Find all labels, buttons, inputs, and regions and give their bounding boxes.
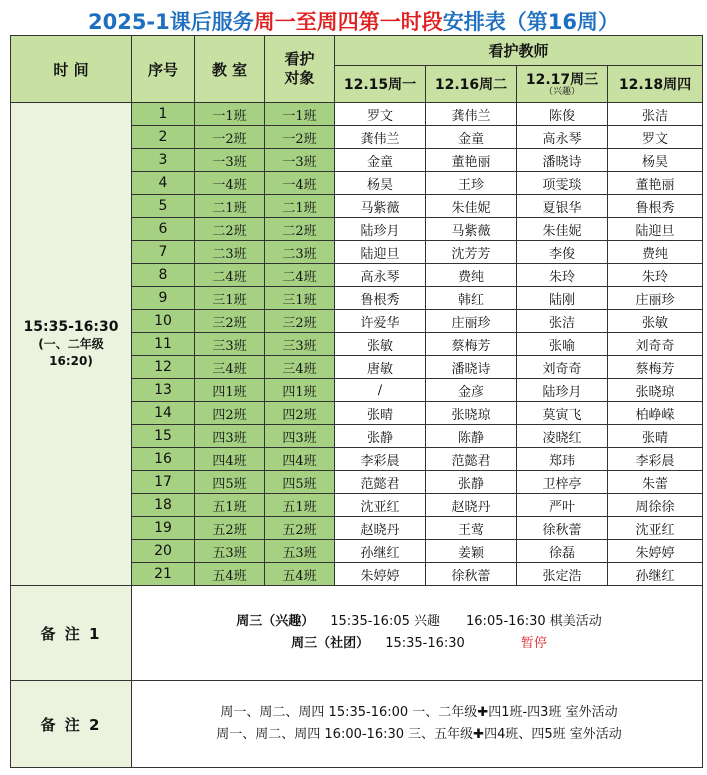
row-target: 三1班: [265, 287, 335, 310]
row-index: 2: [132, 126, 195, 149]
note1-line2-a: 周三（社团）: [291, 636, 370, 651]
header-classroom: 教 室: [195, 36, 265, 103]
row-classroom: 五4班: [195, 563, 265, 586]
teacher-cell: 周徐徐: [608, 494, 703, 517]
teacher-cell: 柏峥嵘: [608, 402, 703, 425]
row-index: 11: [132, 333, 195, 356]
title-highlight: 周一至周四第一时段: [253, 10, 443, 34]
teacher-cell: 陆珍月: [517, 379, 608, 402]
row-target: 四1班: [265, 379, 335, 402]
teacher-cell: 高永琴: [335, 264, 426, 287]
teacher-cell: 杨昊: [335, 172, 426, 195]
row-classroom: 四5班: [195, 471, 265, 494]
row-index: 21: [132, 563, 195, 586]
teacher-cell: 朱蕾: [608, 471, 703, 494]
teacher-cell: 龚伟兰: [426, 103, 517, 126]
header-day-thu: 12.18周四: [608, 66, 703, 103]
teacher-cell: 张晓琼: [608, 379, 703, 402]
note2-line1-b: 四1班-四3班 室外活动: [488, 705, 618, 720]
note1-body: [132, 586, 703, 681]
header-day-wed-label: 12.17周三: [525, 71, 599, 88]
row-index: 18: [132, 494, 195, 517]
row-target: 二2班: [265, 218, 335, 241]
teacher-cell: 李彩晨: [608, 448, 703, 471]
row-index: 16: [132, 448, 195, 471]
row-target: 二3班: [265, 241, 335, 264]
row-classroom: 三3班: [195, 333, 265, 356]
teacher-cell: 赵晓丹: [335, 517, 426, 540]
time-line3: 16:20): [49, 353, 93, 368]
row-classroom: 一4班: [195, 172, 265, 195]
teacher-cell: 朱婷婷: [335, 563, 426, 586]
teacher-cell: 赵晓丹: [426, 494, 517, 517]
row-target: 一1班: [265, 103, 335, 126]
teacher-cell: 张洁: [608, 103, 703, 126]
teacher-cell: 张敏: [608, 310, 703, 333]
teacher-cell: 徐秋蕾: [517, 517, 608, 540]
teacher-cell: 金童: [426, 126, 517, 149]
note2-line1-a: 周一、周二、周四 15:35-16:00 一、二年级: [220, 705, 478, 720]
row-index: 20: [132, 540, 195, 563]
teacher-cell: 张敏: [335, 333, 426, 356]
teacher-cell: 张晴: [608, 425, 703, 448]
row-classroom: 五3班: [195, 540, 265, 563]
teacher-cell: 沈芳芳: [426, 241, 517, 264]
header-target: [265, 36, 335, 103]
teacher-cell: 张静: [426, 471, 517, 494]
teacher-cell: 张静: [335, 425, 426, 448]
header-day-tue: 12.16周二: [426, 66, 517, 103]
teacher-cell: 刘奇奇: [517, 356, 608, 379]
row-index: 9: [132, 287, 195, 310]
teacher-cell: 李彩晨: [335, 448, 426, 471]
teacher-cell: 徐磊: [517, 540, 608, 563]
time-line2: (一、二年级: [38, 336, 104, 351]
title-suffix: 安排表（第16周）: [442, 10, 619, 34]
teacher-cell: 唐敏: [335, 356, 426, 379]
page-title: [0, 6, 707, 34]
plus-icon: ✚: [473, 727, 485, 742]
row-classroom: 二4班: [195, 264, 265, 287]
teacher-cell: 刘奇奇: [608, 333, 703, 356]
row-classroom: 三1班: [195, 287, 265, 310]
teacher-cell: 郑玮: [517, 448, 608, 471]
row-target: 三3班: [265, 333, 335, 356]
teacher-cell: 卫梓亭: [517, 471, 608, 494]
row-target: 二4班: [265, 264, 335, 287]
teacher-cell: 王莺: [426, 517, 517, 540]
row-classroom: 二1班: [195, 195, 265, 218]
row-classroom: 二3班: [195, 241, 265, 264]
teacher-cell: 董艳丽: [426, 149, 517, 172]
teacher-cell: 项雯琰: [517, 172, 608, 195]
teacher-cell: 金彦: [426, 379, 517, 402]
row-index: 1: [132, 103, 195, 126]
teacher-cell: 张洁: [517, 310, 608, 333]
teacher-cell: 韩红: [426, 287, 517, 310]
teacher-cell: 张喻: [517, 333, 608, 356]
teacher-cell: 罗文: [608, 126, 703, 149]
teacher-cell: 潘晓诗: [426, 356, 517, 379]
row-classroom: 四4班: [195, 448, 265, 471]
teacher-cell: 范懿君: [335, 471, 426, 494]
teacher-cell: 陆刚: [517, 287, 608, 310]
note1-line1-b: 15:35-16:05 兴趣: [330, 614, 441, 629]
teacher-cell: 许爱华: [335, 310, 426, 333]
note1-line1-a: 周三（兴趣）: [236, 614, 315, 629]
header-index: 序号: [132, 36, 195, 103]
note2-line2: [132, 724, 702, 746]
teacher-cell: 沈亚红: [608, 517, 703, 540]
row-index: 19: [132, 517, 195, 540]
teacher-cell: 蔡梅芳: [426, 333, 517, 356]
teacher-cell: 陈静: [426, 425, 517, 448]
header-day-wed: [517, 66, 608, 103]
teacher-cell: 范懿君: [426, 448, 517, 471]
row-index: 17: [132, 471, 195, 494]
row-target: 三2班: [265, 310, 335, 333]
teacher-cell: 陈俊: [517, 103, 608, 126]
row-classroom: 三2班: [195, 310, 265, 333]
row-target: 一2班: [265, 126, 335, 149]
teacher-cell: 蔡梅芳: [608, 356, 703, 379]
row-index: 5: [132, 195, 195, 218]
header-interest-note: （兴趣）: [543, 86, 580, 97]
row-target: 一4班: [265, 172, 335, 195]
teacher-cell: 姜颖: [426, 540, 517, 563]
row-index: 4: [132, 172, 195, 195]
header-target-line2: 对象: [284, 69, 315, 87]
time-line1: 15:35-16:30: [23, 318, 119, 335]
header-teachers: 看护教师: [335, 36, 703, 66]
teacher-cell: 费纯: [426, 264, 517, 287]
teacher-cell: 孙继红: [608, 563, 703, 586]
row-target: 四4班: [265, 448, 335, 471]
row-classroom: 五1班: [195, 494, 265, 517]
row-target: 四3班: [265, 425, 335, 448]
teacher-cell: 张晓琼: [426, 402, 517, 425]
table-row: [11, 103, 703, 126]
teacher-cell: 王珍: [426, 172, 517, 195]
row-index: 12: [132, 356, 195, 379]
row-index: 10: [132, 310, 195, 333]
note2-label: 备 注 2: [11, 681, 132, 768]
note1-line1-c: 16:05-16:30 棋美活动: [466, 614, 602, 629]
teacher-cell: 马紫薇: [426, 218, 517, 241]
teacher-cell: 孙继红: [335, 540, 426, 563]
row-target: 四2班: [265, 402, 335, 425]
row-target: 五1班: [265, 494, 335, 517]
row-target: 二1班: [265, 195, 335, 218]
row-classroom: 二2班: [195, 218, 265, 241]
note2-line2-a: 周一、周二、周四 16:00-16:30 三、五年级: [216, 727, 474, 742]
row-target: 五3班: [265, 540, 335, 563]
row-classroom: 一1班: [195, 103, 265, 126]
teacher-cell: 凌晓红: [517, 425, 608, 448]
teacher-cell: 潘晓诗: [517, 149, 608, 172]
teacher-cell: 沈亚红: [335, 494, 426, 517]
teacher-cell: 杨昊: [608, 149, 703, 172]
row-index: 6: [132, 218, 195, 241]
note1-line1: [132, 611, 702, 633]
title-prefix: 2025-1课后服务: [87, 10, 254, 34]
teacher-cell: 罗文: [335, 103, 426, 126]
teacher-cell: 朱玲: [608, 264, 703, 287]
row-index: 3: [132, 149, 195, 172]
teacher-cell: 鲁根秀: [335, 287, 426, 310]
teacher-cell: 严叶: [517, 494, 608, 517]
teacher-cell: 朱佳妮: [517, 218, 608, 241]
note2-line2-b: 四4班、四5班 室外活动: [484, 727, 622, 742]
row-target: 一3班: [265, 149, 335, 172]
row-target: 三4班: [265, 356, 335, 379]
note1-label: 备 注 1: [11, 586, 132, 681]
row-classroom: 四2班: [195, 402, 265, 425]
teacher-cell: 张晴: [335, 402, 426, 425]
teacher-cell: 李俊: [517, 241, 608, 264]
header-target-line1: 看护: [284, 50, 315, 68]
row-classroom: 四3班: [195, 425, 265, 448]
note2-line1: [132, 702, 702, 724]
row-classroom: 一2班: [195, 126, 265, 149]
note1-line2-b: 15:35-16:30: [385, 636, 465, 651]
row-target: 五4班: [265, 563, 335, 586]
teacher-cell: 鲁根秀: [608, 195, 703, 218]
teacher-cell: 张定浩: [517, 563, 608, 586]
header-day-mon: 12.15周一: [335, 66, 426, 103]
teacher-cell: 陆迎旦: [335, 241, 426, 264]
teacher-cell: 朱婷婷: [608, 540, 703, 563]
teacher-cell: 朱佳妮: [426, 195, 517, 218]
note1-line2: [132, 633, 702, 655]
row-target: 五2班: [265, 517, 335, 540]
teacher-cell: 庄丽珍: [426, 310, 517, 333]
row-classroom: 四1班: [195, 379, 265, 402]
teacher-cell: 庄丽珍: [608, 287, 703, 310]
row-index: 8: [132, 264, 195, 287]
row-classroom: 一3班: [195, 149, 265, 172]
row-classroom: 三4班: [195, 356, 265, 379]
row-index: 13: [132, 379, 195, 402]
teacher-cell: 高永琴: [517, 126, 608, 149]
time-cell: [11, 103, 132, 586]
note1-line2-c: 暂停: [520, 636, 547, 651]
header-time: 时 间: [11, 36, 132, 103]
teacher-cell: 董艳丽: [608, 172, 703, 195]
teacher-cell: 莫寅飞: [517, 402, 608, 425]
row-index: 7: [132, 241, 195, 264]
teacher-cell: 费纯: [608, 241, 703, 264]
teacher-cell: 龚伟兰: [335, 126, 426, 149]
teacher-cell: 夏银华: [517, 195, 608, 218]
note2-body: [132, 681, 703, 768]
teacher-cell: 陆迎旦: [608, 218, 703, 241]
row-target: 四5班: [265, 471, 335, 494]
teacher-cell: /: [335, 379, 426, 402]
teacher-cell: 马紫薇: [335, 195, 426, 218]
teacher-cell: 徐秋蕾: [426, 563, 517, 586]
teacher-cell: 金童: [335, 149, 426, 172]
row-classroom: 五2班: [195, 517, 265, 540]
teacher-cell: 陆珍月: [335, 218, 426, 241]
schedule-table: [10, 35, 703, 768]
plus-icon: ✚: [477, 705, 489, 720]
teacher-cell: 朱玲: [517, 264, 608, 287]
row-index: 14: [132, 402, 195, 425]
row-index: 15: [132, 425, 195, 448]
